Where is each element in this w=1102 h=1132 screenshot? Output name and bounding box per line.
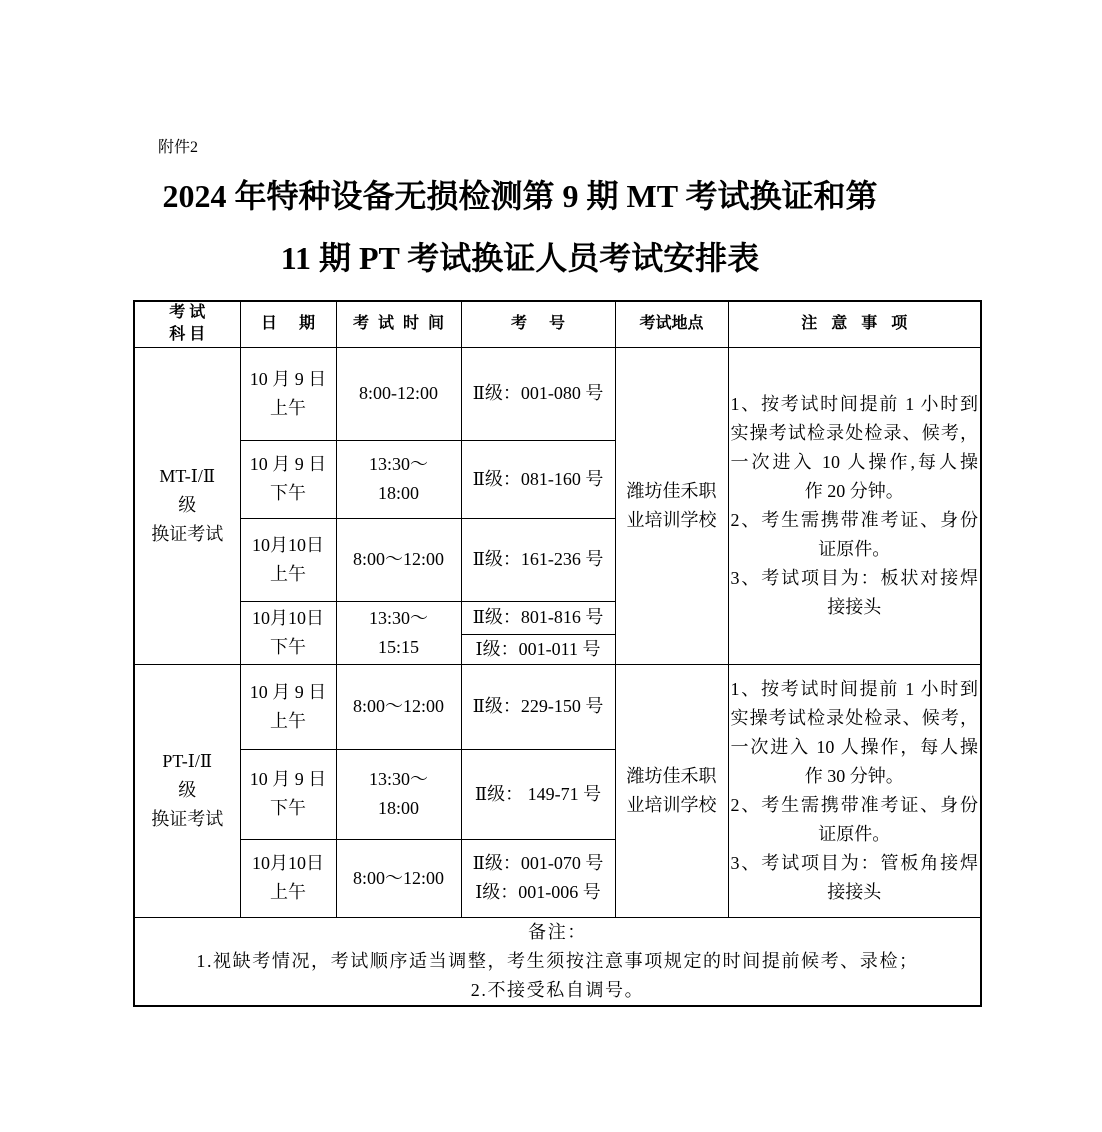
- attachment-label: 附件2: [158, 139, 199, 156]
- header-notes: 注 意 事 项: [728, 301, 981, 347]
- header-exam-number: 考 号: [461, 301, 615, 347]
- date-period: 上午: [270, 397, 306, 418]
- note-line: 作 30 分钟。: [804, 765, 904, 786]
- header-location: 考试地点: [615, 301, 728, 347]
- time-line: 13:30～: [368, 454, 428, 474]
- header-date: 日 期: [240, 301, 336, 347]
- time-line: 18:00: [377, 798, 419, 818]
- note-line: 2、考生需携带准考证、身份: [730, 794, 978, 815]
- title-line-1: 2024 年特种设备无损检测第 9 期 MT 考试换证和第: [162, 178, 878, 214]
- time-line: 8:00～12:00: [352, 549, 444, 569]
- time-line: 8:00～12:00: [352, 696, 444, 716]
- time-cell: [336, 601, 461, 664]
- note-line: 3、考试项目为：板状对接焊: [730, 567, 978, 588]
- location-cell-pt: [615, 664, 728, 917]
- note-line: 作 20 分钟。: [804, 480, 904, 501]
- date-cell: [240, 440, 336, 518]
- date-day: 10 月 9 日: [249, 769, 327, 789]
- date-cell: [240, 839, 336, 917]
- location-line: 业培训学校: [626, 794, 717, 815]
- time-line: 15:15: [377, 636, 419, 657]
- exam-number: Ⅰ级：001-011 号: [475, 638, 601, 659]
- date-period: 上午: [270, 710, 306, 731]
- header-subject: [134, 301, 240, 347]
- exam-number: Ⅱ级：161-236 号: [472, 549, 604, 569]
- exam-number: Ⅱ级：001-080 号: [472, 383, 604, 403]
- exam-number: Ⅰ级：001-006 号: [475, 882, 601, 902]
- notes-cell-mt: [728, 347, 981, 664]
- note-line: 接接头: [827, 881, 882, 902]
- time-cell: [336, 518, 461, 601]
- exam-number: Ⅱ级：229-150 号: [472, 696, 604, 716]
- location-line: 业培训学校: [626, 509, 717, 530]
- time-line: 13:30～: [368, 607, 428, 628]
- note-line: 证原件。: [818, 538, 891, 559]
- date-day: 10 月 9 日: [249, 454, 327, 474]
- note-line: 接接头: [827, 596, 882, 617]
- note-line: 一次进入 10 人操作,每人操: [730, 451, 978, 472]
- table-row: [134, 664, 981, 749]
- date-period: 下午: [270, 483, 306, 503]
- date-day: 10月10日: [252, 534, 324, 555]
- note-line: 实操考试检录处检录、候考，: [730, 422, 978, 443]
- date-period: 下午: [270, 636, 306, 657]
- date-day: 10月10日: [252, 607, 324, 628]
- time-cell: [336, 347, 461, 440]
- time-cell: [336, 749, 461, 839]
- subject-line: 级: [178, 780, 197, 800]
- header-subject-line: 考 试: [169, 304, 206, 322]
- exam-number-cell: [461, 601, 615, 634]
- exam-number-cell: [461, 347, 615, 440]
- exam-number-cell: [461, 664, 615, 749]
- title-line-2: 11 期 PT 考试换证人员考试安排表: [280, 240, 760, 276]
- exam-number: Ⅱ级：801-816 号: [472, 607, 604, 627]
- exam-number-cell: [461, 634, 615, 664]
- exam-number-cell: [461, 749, 615, 839]
- date-period: 上午: [270, 882, 306, 902]
- date-day: 10 月 9 日: [249, 368, 327, 389]
- time-line: 8:00-12:00: [359, 383, 438, 403]
- subject-cell-mt: [134, 347, 240, 664]
- note-line: 1、按考试时间提前 1 小时到: [730, 678, 978, 699]
- location-line: 潍坊佳禾职: [626, 480, 717, 501]
- date-cell: [240, 347, 336, 440]
- table-row: [134, 347, 981, 440]
- header-row: [134, 301, 981, 347]
- subject-line: PT-Ⅰ/Ⅱ: [162, 751, 213, 771]
- subject-line: MT-Ⅰ/Ⅱ: [159, 466, 216, 486]
- note-line: 实操考试检录处检录、候考，: [730, 707, 978, 728]
- note-line: 1、按考试时间提前 1 小时到: [730, 393, 978, 414]
- date-period: 下午: [270, 798, 306, 818]
- time-cell: [336, 664, 461, 749]
- exam-number-cell: [461, 839, 615, 917]
- date-cell: [240, 601, 336, 664]
- remarks-row: [134, 917, 981, 1006]
- date-cell: [240, 664, 336, 749]
- time-cell: [336, 440, 461, 518]
- time-line: 13:30～: [368, 769, 428, 789]
- time-cell: [336, 839, 461, 917]
- remarks-cell: [134, 917, 981, 1006]
- note-line: 2、考生需携带准考证、身份: [730, 509, 978, 530]
- exam-number: Ⅱ级：081-160 号: [472, 468, 604, 489]
- header-subject-line: 科 目: [169, 326, 206, 344]
- date-day: 10月10日: [252, 853, 324, 873]
- exam-number-cell: [461, 440, 615, 518]
- schedule-table: [133, 300, 982, 1007]
- subject-line: 换证考试: [151, 524, 224, 544]
- time-line: 8:00～12:00: [352, 867, 444, 888]
- date-cell: [240, 518, 336, 601]
- exam-number: Ⅱ级：001-070 号: [472, 853, 604, 873]
- note-line: 一次进入 10 人操作，每人操: [730, 736, 978, 757]
- exam-number-cell: [461, 518, 615, 601]
- note-line: 3、考试项目为：管板角接焊: [730, 852, 978, 873]
- subject-line: 级: [178, 495, 197, 515]
- date-period: 上午: [270, 563, 306, 584]
- remarks-heading: 备注：: [528, 921, 587, 942]
- time-line: 18:00: [377, 483, 419, 503]
- exam-number: Ⅱ级： 149-71 号: [474, 783, 602, 804]
- header-time: 考 试 时 间: [336, 301, 461, 347]
- location-cell-mt: [615, 347, 728, 664]
- notes-cell-pt: [728, 664, 981, 917]
- date-day: 10 月 9 日: [249, 681, 327, 702]
- note-line: 证原件。: [818, 823, 891, 844]
- date-cell: [240, 749, 336, 839]
- subject-line: 换证考试: [151, 809, 224, 829]
- remarks-item: 1.视缺考情况，考试顺序适当调整，考生须按注意事项规定的时间提前候考、录检；: [196, 950, 919, 971]
- location-line: 潍坊佳禾职: [626, 765, 717, 786]
- remarks-item: 2.不接受私自调号。: [470, 979, 645, 1000]
- subject-cell-pt: [134, 664, 240, 917]
